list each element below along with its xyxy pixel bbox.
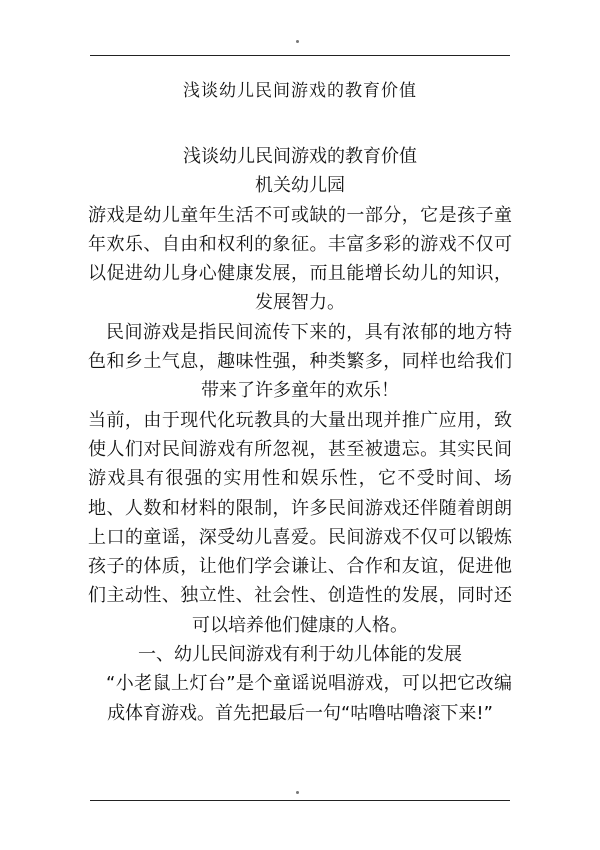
section-paragraph: “小老鼠上灯台”是个童谣说唱游戏，可以把它改编成体育游戏。首先把最后一句“咕噜咕噜滚下来!” <box>106 673 512 724</box>
header-dot <box>296 40 299 43</box>
article-title: 浅谈幼儿民间游戏的教育价值 <box>183 146 417 167</box>
header-rule <box>90 55 510 56</box>
paragraph-2: 民间游戏是指民间流传下来的，具有浓郁的地方特色和乡土气息，趣味性强，种类繁多，同样也给我们带来了许多童年的欢乐！ <box>88 321 512 402</box>
footer-dot <box>296 791 299 794</box>
section-heading: 一、幼儿民间游戏有利于幼儿体能的发展 <box>138 644 462 666</box>
running-title: 浅谈幼儿民间游戏的教育价值 <box>183 81 417 101</box>
article-body <box>88 142 512 728</box>
paragraph-1: 游戏是幼儿童年生活不可或缺的一部分，它是孩子童年欢乐、自由和权利的象征。丰富多彩的游戏不仅可以促进幼儿身心健康发展，而且能增长幼儿的知识，发展智力。 <box>88 204 512 314</box>
article-author: 机关幼儿园 <box>255 175 345 197</box>
footer-rule <box>90 800 510 801</box>
paragraph-3: 当前，由于现代化玩教具的大量出现并推广应用，致使人们对民间游戏有所忽视，甚至被遗忘。其实民间游戏具有很强的实用性和娱乐性，它不受时间、场地、人数和材料的限制，许多民间游戏还伴随着朗朗上口的童谣，深受幼儿喜爱。民间游戏不仅可以锻炼孩子的体质，让他们学会谦让、合作和友谊，促进他们主动性、独立性、社会性、创造性的发展，同时还可以培养他们健康的人格。 <box>88 409 512 636</box>
